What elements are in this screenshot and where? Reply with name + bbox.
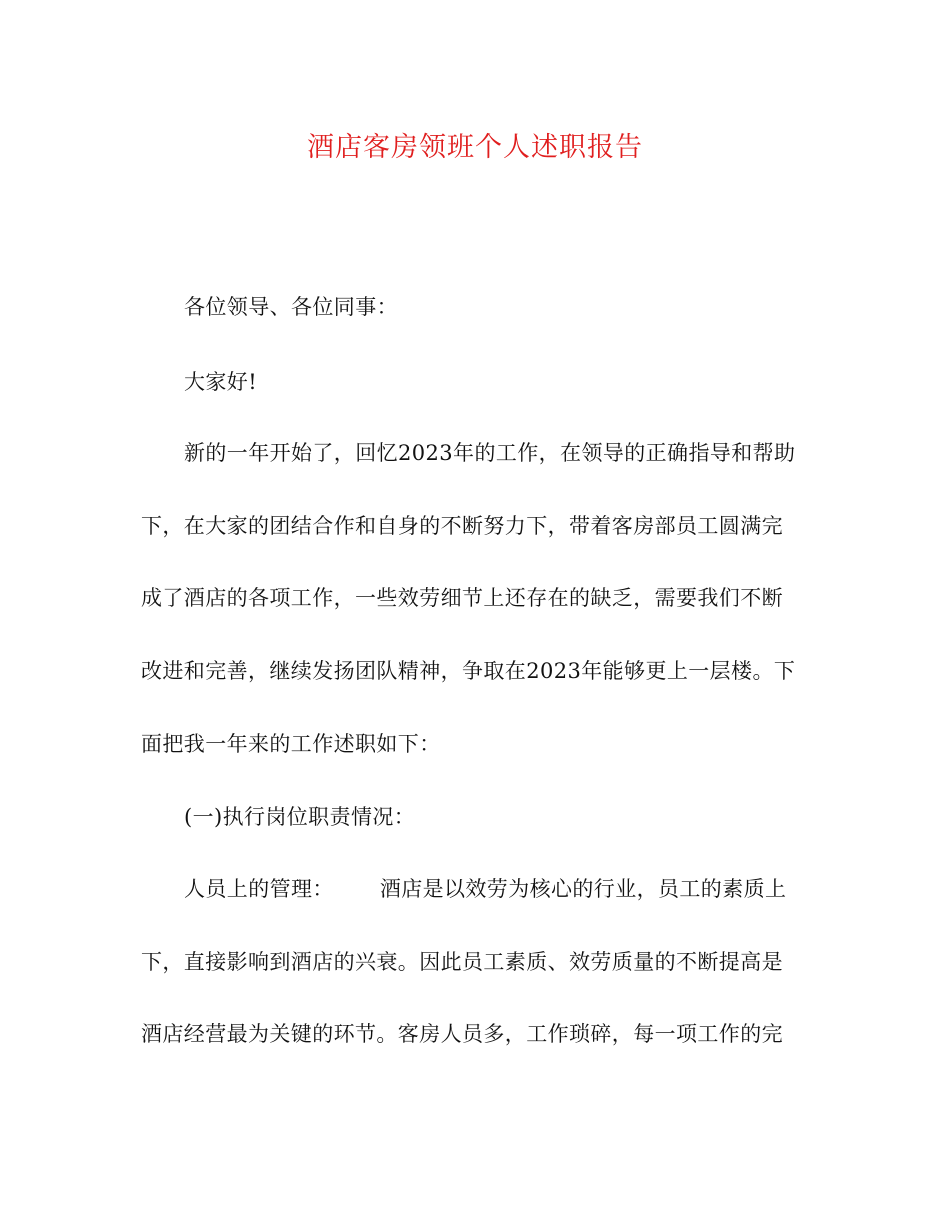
body-line: 面把我一年来的工作述职如下： (141, 732, 441, 756)
body-text: 酒店是以效劳为核心的行业，员工的素质上 (379, 877, 787, 901)
subsection-label: 人员上的管理： (184, 877, 334, 901)
body-line: 成了酒店的各项工作，一些效劳细节上还存在的缺乏，需要我们不断 (141, 586, 783, 610)
body-line: 改进和完善，继续发扬团队精神，争取在2023年能够更上一层楼。下 (141, 659, 796, 683)
body-line: 下，在大家的团结合作和自身的不断努力下，带着客房部员工圆满完 (141, 514, 783, 538)
salutation-line: 各位领导、各位同事： (184, 295, 398, 319)
body-line: 新的一年开始了，回忆2023年的工作，在领导的正确指导和帮助 (184, 441, 796, 465)
greeting-line: 大家好! (184, 370, 258, 394)
section-heading: (一)执行岗位职责情况： (184, 805, 416, 829)
body-line (184, 874, 864, 904)
document-title: 酒店客房领班个人述职报告 (307, 132, 643, 163)
body-line: 酒店经营最为关键的环节。客房人员多，工作琐碎，每一项工作的完 (141, 1022, 783, 1046)
body-line: 下，直接影响到酒店的兴衰。因此员工素质、效劳质量的不断提高是 (141, 950, 783, 974)
